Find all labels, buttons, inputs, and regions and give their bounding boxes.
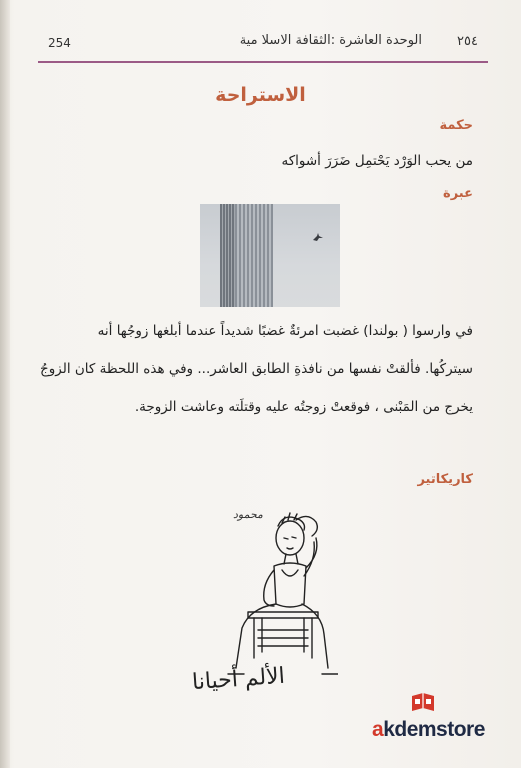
wisdom-text: من يحب الوَرْد يَحْتمِل ضَرَرَ أشواكه: [281, 153, 473, 169]
book-logo-icon: [410, 690, 436, 714]
falling-person-photo: [200, 204, 340, 307]
lesson-line: في وارسوا ( بولندا) غضبت امرئةٌ غضبًا شديداً عندما أبلغها زوجُها أنه: [97, 323, 473, 339]
running-title: الوحدة العاشرة :الثقافة الاسلا مية: [239, 33, 422, 48]
brand-wordmark: [372, 718, 485, 742]
brand-a: a: [372, 718, 384, 741]
falling-figure-icon: [312, 232, 324, 242]
artist-signature: محمود: [233, 508, 263, 521]
caricature-label: كاريكاتير: [417, 472, 473, 487]
page-spine-shadow: [0, 0, 10, 768]
header-divider: [38, 61, 488, 63]
wisdom-label: حكمة: [439, 118, 473, 133]
akdemstore-watermark: [372, 690, 492, 740]
section-title: الاستراحة: [215, 84, 306, 106]
caricature-caption: الألم أحيانا: [191, 663, 286, 696]
brand-rest: kdemstore: [383, 718, 485, 741]
page-header: [48, 26, 478, 64]
lesson-line: يخرج من المَبْنى ، فوقعتْ زوجتُه عليه وقتلَته وعاشت الزوجة.: [134, 399, 473, 415]
building-facade: [220, 204, 236, 307]
lesson-label: عبرة: [443, 186, 473, 201]
lesson-line: سيتركُها. فألقتْ نفسها من نافذةِ الطابق العاشر... وفي هذه اللحظة كان الزوجُ: [40, 361, 473, 377]
page-number-arabic: ٢٥٤: [457, 34, 478, 49]
page-number-latin: 254: [48, 36, 71, 50]
building-facade-2: [235, 204, 273, 307]
